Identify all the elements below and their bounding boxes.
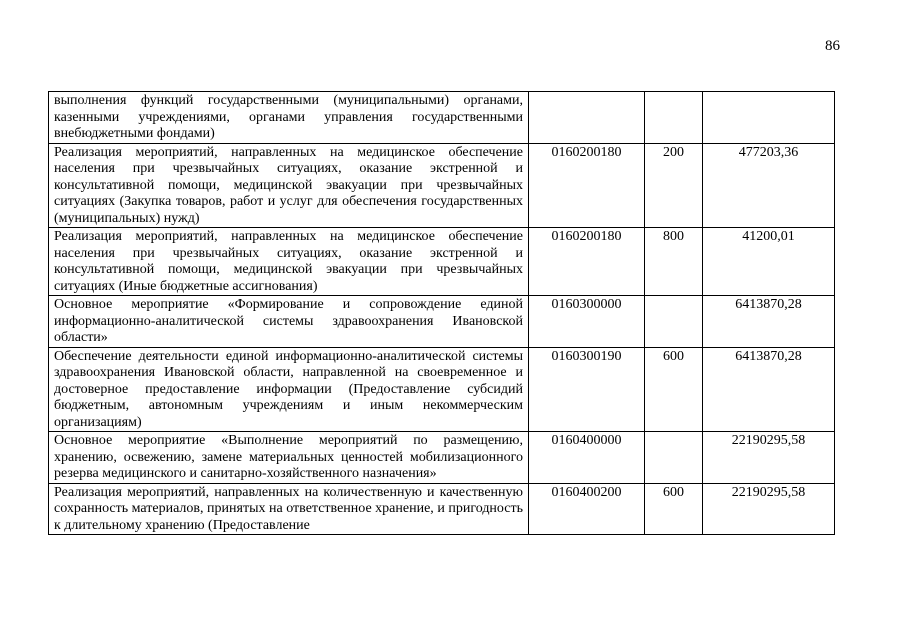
- row-expense-type: 600: [645, 483, 703, 535]
- row-expense-type: 800: [645, 228, 703, 296]
- page-number: 86: [825, 38, 840, 54]
- table-row: [49, 296, 835, 348]
- row-name: Обеспечение деятельности единой информационно-аналитической системы здравоохранения Ивановской области, направленной на своевременное и достоверное предоставление информации (Предоставление субсидий бюджетным, автономным учреждениям и иным некоммерческим организациям): [49, 347, 529, 432]
- row-code: 0160200180: [529, 228, 645, 296]
- table-row: [49, 228, 835, 296]
- row-code: 0160300190: [529, 347, 645, 432]
- row-expense-type: [645, 432, 703, 484]
- row-name: Основное мероприятие «Формирование и сопровождение единой информационно-аналитической системы здравоохранения Ивановской области»: [49, 296, 529, 348]
- row-code: 0160200180: [529, 143, 645, 228]
- row-expense-type: [645, 92, 703, 144]
- row-code: [529, 92, 645, 144]
- table-row: [49, 347, 835, 432]
- page-bottom-margin: [0, 580, 905, 640]
- row-amount: 477203,36: [703, 143, 835, 228]
- row-amount: 6413870,28: [703, 296, 835, 348]
- row-name: Реализация мероприятий, направленных на медицинское обеспечение населения при чрезвычайных ситуациях, оказание экстренной и консультативной помощи, медицинской эвакуации при чрезвычайных ситуациях (Закупка товаров, работ и услуг для обеспечения государственных (муниципальных) нужд): [49, 143, 529, 228]
- table-row: [49, 432, 835, 484]
- row-amount: 6413870,28: [703, 347, 835, 432]
- table-row: [49, 143, 835, 228]
- row-amount: 22190295,58: [703, 483, 835, 535]
- row-amount: 41200,01: [703, 228, 835, 296]
- row-amount: [703, 92, 835, 144]
- row-expense-type: [645, 296, 703, 348]
- row-name: Основное мероприятие «Выполнение мероприятий по размещению, хранению, освежению, замене материальных ценностей мобилизационного резерва медицинского и санитарно-хозяйственного назначения»: [49, 432, 529, 484]
- table-row: [49, 92, 835, 144]
- row-name: Реализация мероприятий, направленных на количественную и качественную сохранность материалов, принятых на ответственное хранение, и пригодность к длительному хранению (Предоставление: [49, 483, 529, 535]
- row-name: Реализация мероприятий, направленных на медицинское обеспечение населения при чрезвычайных ситуациях, оказание экстренной и консультативной помощи, медицинской эвакуации при чрезвычайных ситуациях (Иные бюджетные ассигнования): [49, 228, 529, 296]
- row-code: 0160400000: [529, 432, 645, 484]
- row-expense-type: 600: [645, 347, 703, 432]
- table-row: [49, 483, 835, 535]
- row-code: 0160400200: [529, 483, 645, 535]
- row-amount: 22190295,58: [703, 432, 835, 484]
- row-expense-type: 200: [645, 143, 703, 228]
- row-code: 0160300000: [529, 296, 645, 348]
- row-name: выполнения функций государственными (муниципальными) органами, казенными учреждениями, органами управления государственными внебюджетными фондами): [49, 92, 529, 144]
- budget-table: [48, 91, 835, 535]
